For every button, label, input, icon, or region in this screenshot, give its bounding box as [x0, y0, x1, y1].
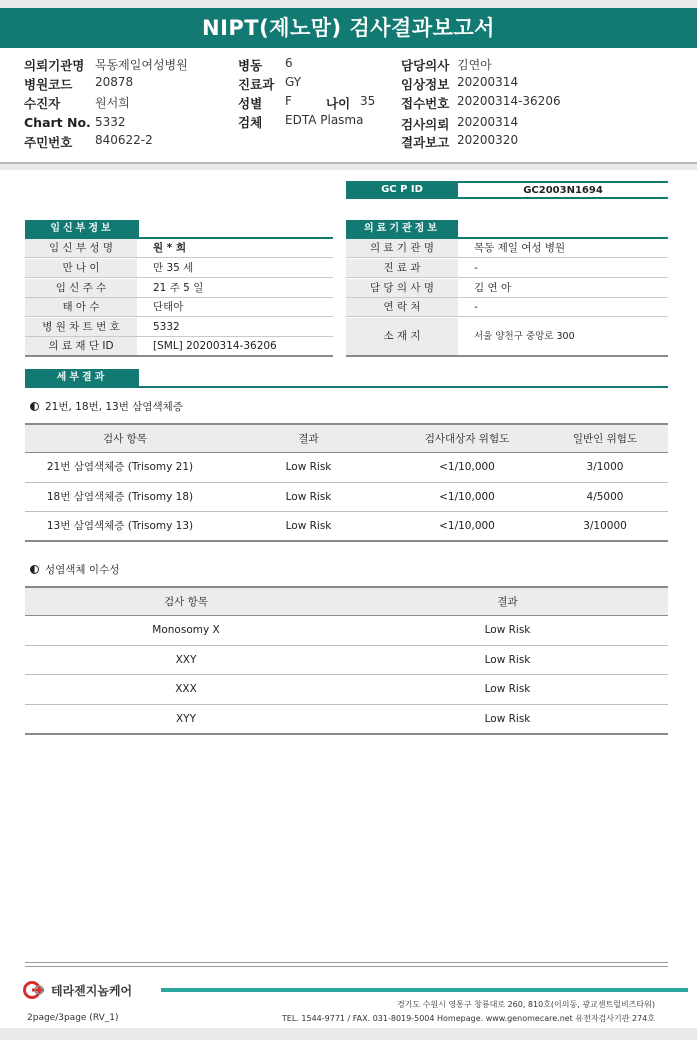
info-value: 단태아: [153, 301, 184, 313]
info-row: [346, 239, 668, 258]
info-label: 임 신 주 수: [25, 279, 137, 297]
section-hospital-info: 의료기관정보: [346, 220, 458, 238]
header-info: [0, 48, 697, 164]
header-value: 20200314: [457, 115, 519, 129]
info-row: [25, 279, 333, 298]
trisomy-subtitle: 21번, 18번, 13번 삼염색체증: [30, 399, 183, 414]
header-field: 성별: [238, 96, 263, 111]
section-divider: [25, 386, 668, 388]
table-row: [25, 646, 668, 675]
table-cell: <1/10,000: [439, 520, 495, 532]
header-field: 담당의사: [401, 58, 450, 73]
col-header: 검사 항목: [164, 596, 208, 608]
report-title: NIPT(제노맘) 검사결과보고서: [0, 8, 697, 48]
header-field: 검체: [238, 115, 263, 130]
header-value: 20200314: [457, 75, 519, 89]
info-value: 목동 제일 여성 병원: [474, 242, 566, 254]
table-row: [25, 675, 668, 705]
table-cell: Low Risk: [285, 491, 332, 503]
table-cell: 13번 삼염색체증 (Trisomy 13): [46, 520, 194, 532]
info-row: [25, 259, 333, 278]
info-value: -: [474, 301, 478, 313]
header-field: 결과보고: [401, 135, 450, 150]
header-value: 목동제일여성병원: [95, 58, 188, 72]
info-value: 5332: [153, 321, 180, 333]
footer-address: 경기도 수원시 영통구 창룡대로 260, 810호(이의동, 광교센트럴비즈타워): [396, 1000, 655, 1009]
info-row: [25, 318, 333, 337]
half-circle-icon: [30, 565, 39, 574]
table-header: [25, 586, 668, 616]
footer-contact: TEL. 1544-9771 / FAX. 031-8019-5004 Homepage. www.genomecare.net 유전자검사기관 274호: [281, 1014, 655, 1023]
col-header: 일반인 위험도: [572, 433, 638, 445]
header-field: 진료과: [238, 77, 275, 92]
info-value: 원 * 희: [153, 242, 187, 254]
page-number: 2page/3page (RV_1): [27, 1013, 119, 1023]
table-header: [25, 423, 668, 453]
footer-divider: [25, 966, 668, 967]
table-cell: 18번 삼염색체증 (Trisomy 18): [46, 491, 194, 503]
header-value: 김연아: [457, 58, 492, 72]
info-value: 21 주 5 일: [153, 282, 204, 294]
section-pregnant-info: 임신부정보: [25, 220, 139, 238]
trisomy-table: [25, 423, 668, 543]
col-header: 검사대상자 위험도: [424, 433, 510, 445]
header-value: 6: [285, 56, 293, 70]
info-label: 임 신 부 성 명: [25, 239, 137, 257]
table-cell: Low Risk: [285, 461, 332, 473]
table-row: [25, 453, 668, 483]
table-cell: 3/10000: [583, 520, 627, 532]
table-cell: Low Risk: [484, 713, 531, 725]
header-value: 35: [360, 94, 376, 108]
col-header: 검사 항목: [103, 433, 147, 445]
info-label: 의 료 재 단 ID: [25, 337, 137, 355]
info-label: 만 나 이: [25, 259, 137, 277]
table-cell: XXX: [175, 683, 197, 695]
table-cell: Monosomy X: [152, 624, 220, 636]
info-value: 김 연 아: [474, 282, 512, 294]
company-logo: 테라젠지놈케어: [22, 981, 132, 999]
footer-divider: [25, 962, 668, 963]
table-cell: <1/10,000: [439, 491, 495, 503]
header-value: 5332: [95, 115, 126, 129]
header-value: GY: [285, 75, 302, 89]
header-field: 검사의뢰: [401, 117, 450, 132]
half-circle-icon: [30, 402, 39, 411]
table-cell: 3/1000: [586, 461, 624, 473]
header-field: 수진자: [24, 96, 61, 111]
table-row: [25, 705, 668, 735]
table-cell: <1/10,000: [439, 461, 495, 473]
table-cell: 4/5000: [586, 491, 624, 503]
footer-accent-bar: [161, 988, 688, 992]
info-row: [346, 318, 668, 357]
header-value: 840622-2: [95, 133, 153, 147]
gcp-id-label: GC P ID: [346, 181, 458, 199]
col-header: 결과: [298, 433, 319, 445]
header-field: 병동: [238, 58, 263, 73]
table-cell: Low Risk: [484, 654, 531, 666]
info-label: 진 료 과: [346, 259, 458, 277]
header-value: 20200320: [457, 133, 519, 147]
info-row: [346, 259, 668, 278]
table-row: [25, 483, 668, 512]
info-row: [25, 298, 333, 317]
table-cell: Low Risk: [484, 683, 531, 695]
table-cell: Low Risk: [285, 520, 332, 532]
table-row: [25, 512, 668, 542]
info-value: 서울 양천구 중앙로 300: [474, 331, 575, 342]
header-field: 나이: [326, 96, 351, 111]
header-value: 20200314-36206: [457, 94, 561, 108]
table-row: [25, 616, 668, 646]
header-value: EDTA Plasma: [285, 113, 364, 127]
header-value: 원서희: [95, 96, 130, 110]
table-cell: XXY: [175, 654, 197, 666]
info-value: [SML] 20200314-36206: [153, 340, 277, 352]
info-value: -: [474, 262, 478, 274]
info-row: [25, 239, 333, 258]
info-label: 소 재 지: [346, 318, 458, 355]
header-field: 접수번호: [401, 96, 450, 111]
header-field: Chart No.: [24, 115, 91, 130]
section-detail-results: 세부결과: [25, 369, 139, 387]
header-value: 20878: [95, 75, 134, 89]
header-field: 임상정보: [401, 77, 450, 92]
sex-chromosome-table: [25, 586, 668, 736]
info-row: [25, 337, 333, 357]
header-field: 병원코드: [24, 77, 73, 92]
company-logo-icon: [22, 981, 48, 999]
header-field: 주민번호: [24, 135, 73, 150]
header-field: 의뢰기관명: [24, 58, 85, 73]
info-label: 의 료 기 관 명: [346, 239, 458, 257]
info-row: [346, 298, 668, 317]
col-header: 결과: [497, 596, 518, 608]
info-value: 만 35 세: [153, 262, 194, 274]
table-cell: 21번 삼염색체증 (Trisomy 21): [46, 461, 194, 473]
gcp-id-value: GC2003N1694: [458, 181, 668, 199]
info-row: [346, 279, 668, 298]
info-label: 연 락 처: [346, 298, 458, 316]
info-label: 병 원 차 트 번 호: [25, 318, 137, 336]
table-cell: Low Risk: [484, 624, 531, 636]
sex-chromosome-subtitle: 성염색체 이수성: [30, 562, 119, 577]
header-value: F: [285, 94, 292, 108]
info-label: 담 당 의 사 명: [346, 279, 458, 297]
info-label: 태 아 수: [25, 298, 137, 316]
table-cell: XYY: [175, 713, 197, 725]
